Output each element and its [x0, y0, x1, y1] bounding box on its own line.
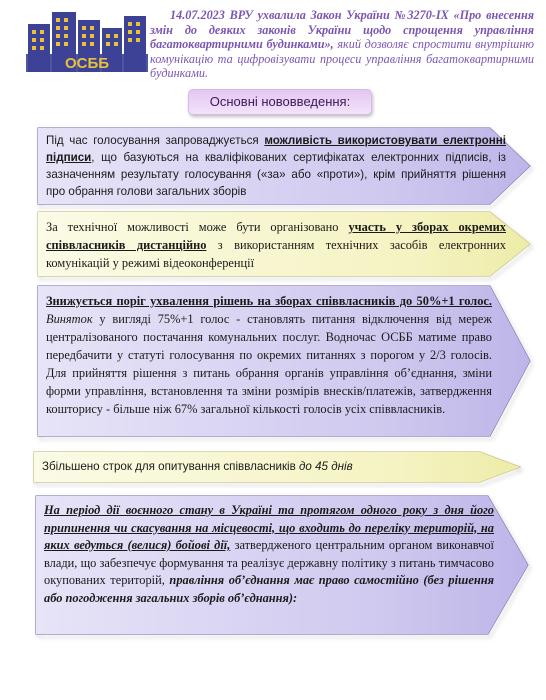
intro-bold: 14.07.2023 ВРУ ухвалила Закон України №3270-ІХ «Про внесення змін до деяких законів України щодо спрощення управління багатоквартирними будинками»,	[150, 8, 534, 52]
section-heading: Основні нововведення:	[188, 89, 372, 115]
item-text-4: Збільшено строк для опитування співвласників до 45 днів	[42, 460, 353, 473]
item-text-2: За технічної можливості може бути організовано участь у зборах окремих співвласників дистанційно з використанням технічних засобів електронних комунікацій у режимі відеоконференції	[46, 220, 506, 270]
logo-text: ОСББ	[64, 55, 110, 72]
building-logo-icon	[26, 10, 148, 74]
item-text-3: Знижується поріг ухвалення рішень на зборах співвласників до 50%+1 голос. Виняток у вигляді 75%+1 голос - становлять питання відключення від мереж централізованого постачання комунальних послуг. Водночас ОСББ матиме право передбачити у статуті голосування по окремих питаннях з порогом у 2/3 голосів. Для прийняття рішення з питань обрання органів управління об’єднання, зміни форми управління, встановлення та зміни розмірів внесків/платежів, затвердження кошторису - більше ніж 67% загальної кількості голосів усіх співвласників.	[46, 294, 492, 416]
item-text-1: Під час голосування запроваджується можливість використовувати електронні підписи, що базуються на кваліфікованих сертифікатах електронних підписів, із зазначенням результату голосування («за» або «проти»), крім прийняття рішення про обрання голови загальних зборів	[46, 134, 506, 198]
intro-plain: який дозволяє спростити внутрішню комунікацію та цифровізувати процеси управління багатоквартирними будинками.	[150, 37, 534, 81]
item-text-5: На період дії воєнного стану в Україні та протягом одного року з дня його припинення чи скасування на місцевості, що входить до переліку територій, на яких ведуться (велися) бойові дії, затвердженого центральним органом виконавчої влади, що забезпечує формування та реалізує державну політику з питань тимчасово окупованих територій, правління об’єднання має право самостійно (без рішення або погодження загальних зборів об’єднання):	[44, 503, 494, 605]
intro-paragraph	[150, 8, 534, 81]
